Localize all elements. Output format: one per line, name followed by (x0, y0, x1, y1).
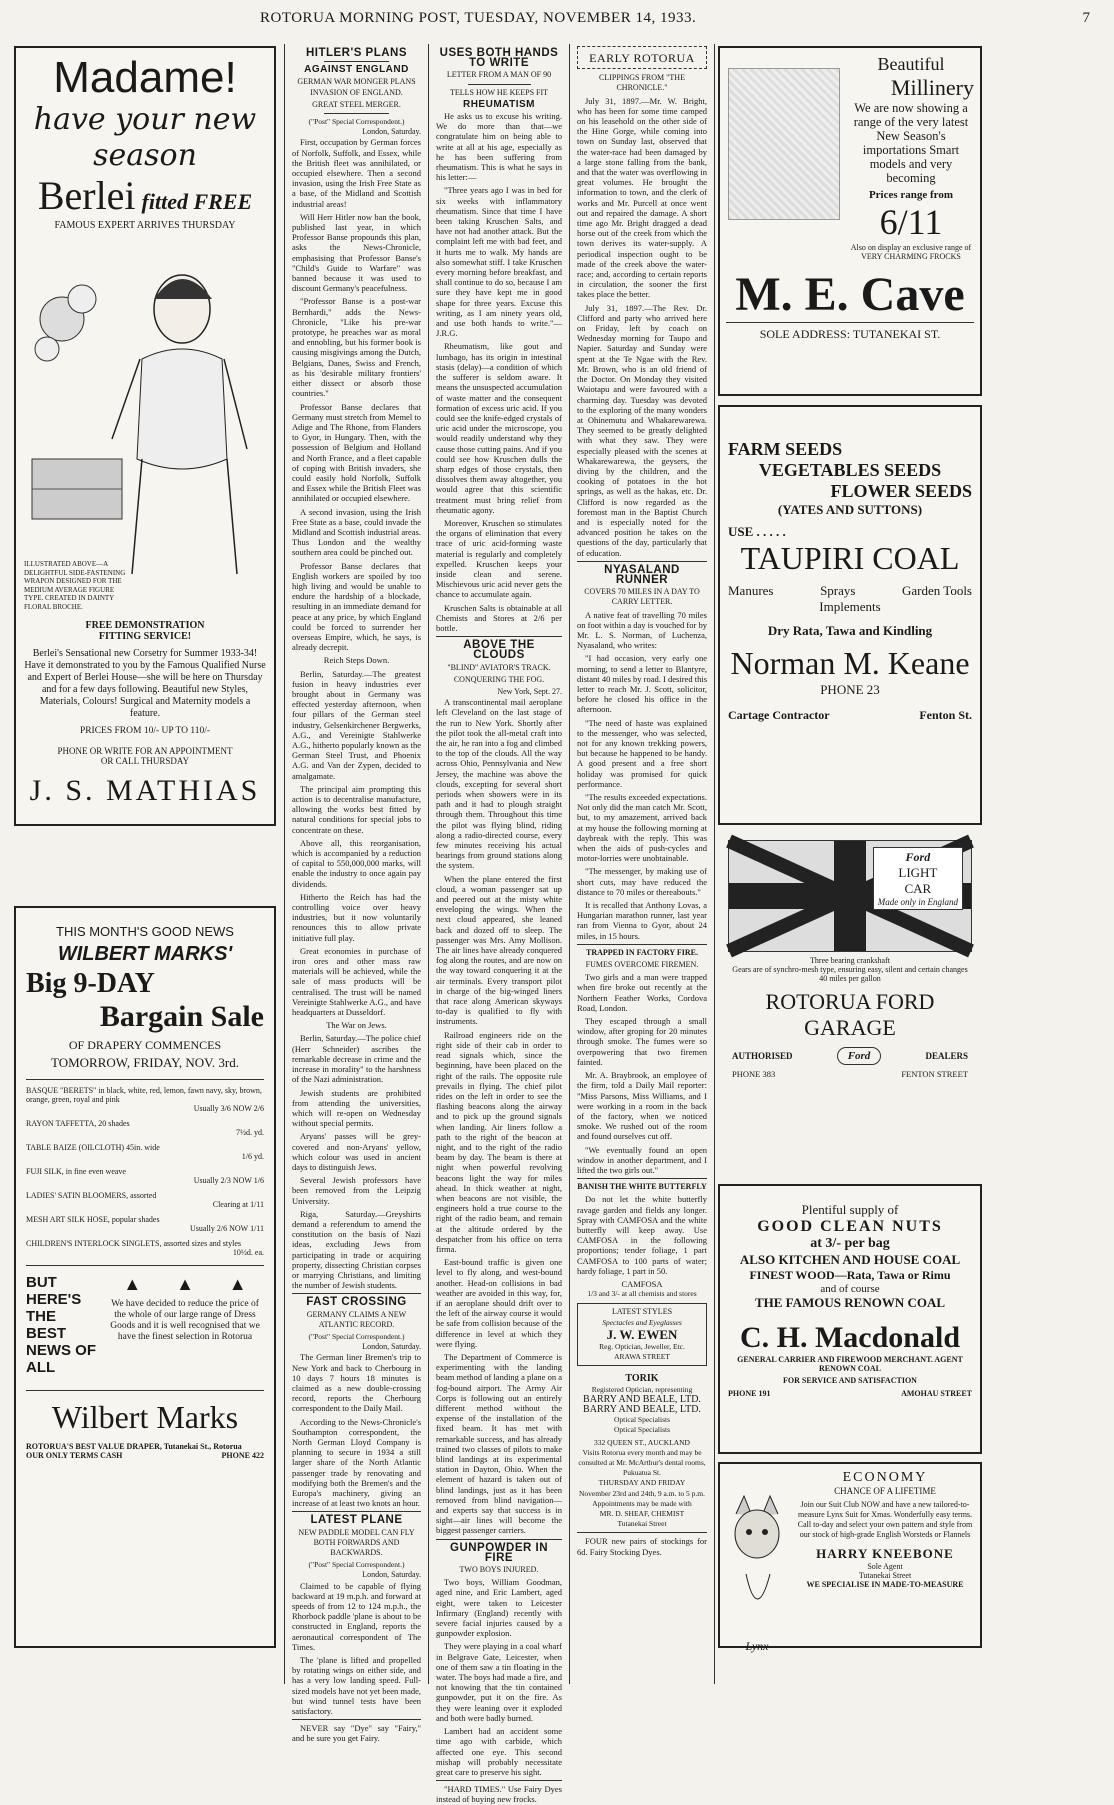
ford-authorised: AUTHORISED (732, 1051, 793, 1061)
paragraph: First, occupation by German forces of Norfolk, Suffolk, and Essex, while the British fleet was annihilated, or occupied elsewhere. Then a second invasion, using the Irish Free State as a base, of the Midland and Scottish industrial areas! (292, 137, 421, 209)
paragraph: July 31, 1897.—The Rev. Dr. Clifford and party who arrived here on Friday, left by coach on Wednesday morning for Taupo and Napier. Saturday and Sunday were spent at the Te Ngae with the Rev. Mr. Brown, who is an old friend of the Doctor. On Monday they visited Waiotapu and were favoured with a charming day. Tuesday was devoted to the exploring of the many wonders at Ohinemutu and Whakarewarewa. They seemed to be greatly delighted with what they saw. They were especially pleased with the scenes at Whakarewarewa, the geysers, the diving by the children, and the cooking of potatoes in the hot springs, as well as the hakas, etc. Dr. Clifford is now regarded as the foremost man in the Baptist Church and is especially noted for the advanced position he takes on the questions of the day, particularly that of education. (577, 302, 707, 558)
wilbert-marks-ad (14, 906, 276, 1648)
keane-firm: Norman M. Keane (730, 645, 970, 681)
article-subhead: FUMES OVERCOME FIREMEN. (585, 960, 699, 970)
berlei-body: Berlei's Sensational new Corsetry for Summer 1933-34! Have it demonstrated to you by the Famous Qualified Nurse and Expert of Berlei House—she will be here on Thursday and for a few days following. Beautiful new Styles, Materials, Colours! Surgical and Maternity models a feature. (24, 648, 266, 719)
lynx-illustration (726, 1494, 788, 1653)
ford-light: LIGHT (898, 865, 938, 880)
kneebone-firm: HARRY KNEEBONE (816, 1546, 954, 1561)
ford-logo: Ford (905, 850, 931, 864)
berlei-madame: Madame! (53, 53, 237, 102)
article-headline: ABOVE THE CLOUDS (463, 639, 535, 662)
wilbert-date: TOMORROW, FRIDAY, NOV. 3rd. (51, 1055, 239, 1070)
kneebone-line: Sole Agent (867, 1562, 903, 1571)
article-subhead: GREAT STEEL MERGER. (312, 99, 401, 109)
kneebone-line: WE SPECIALISE IN MADE-TO-MEASURE (806, 1580, 964, 1589)
macdonald-line: GENERAL CARRIER AND FIREWOOD MERCHANT. AGENT RENOWN COAL (737, 1355, 963, 1373)
wilbert-item: LADIES' SATIN BLOOMERS, assorted Clearing at 1/11 (26, 1191, 264, 1209)
barry-line: Visits Rotorua every month and may be consulted at Mr. McArthur's dental rooms, Pukuatua St. (578, 1447, 706, 1478)
paragraph: The Department of Commerce is experimenting with the landing beam method of landing a plane on a fog-bound airport. The Army Air Corps is following out an entirely different method without the expense of the installation of the fixed beam. It has met with remarkable success, and has already trained two classes of pilots to make blind landings at its experimental station in Dayton, Ohio. When the element of hazard is taken out of blind landings, just as it has been removed from blind navigation—and experts say that success is in sight—air lines will become the biggest passenger carriers. (436, 1351, 562, 1536)
ford-phone: PHONE 383 (732, 1069, 776, 1079)
barry-beale-ad (577, 1374, 707, 1529)
macdonald-line: Plentiful supply of (801, 1202, 899, 1217)
macdonald-street: AMOHAU STREET (901, 1389, 972, 1398)
barry-line: Optical Specialists (613, 1425, 671, 1435)
column-rule (428, 44, 429, 1684)
keane-line: Dry Rata, Tawa and Kindling (767, 623, 933, 638)
lynx-logo: Lynx (745, 1639, 769, 1653)
keane-item: Implements (819, 599, 881, 614)
kneebone-body: Join our Suit Club NOW and have a new tailored-to-measure Lynx Suit for Xmas. Wonderfully easy terms. Call to-day and select your own pattern and style from our stock of high-grade English Worsteds or Flannels (797, 1500, 973, 1539)
paragraph: Aryans' passes will be grey-covered and non-Aryans' yellow, which colour was used in ancient days to distinguish Jews. (292, 1131, 421, 1172)
article-headline: TRAPPED IN FACTORY FIRE. (585, 947, 699, 957)
macdonald-line: FOR SERVICE AND SATISFACTION (783, 1376, 917, 1385)
hat-illustration (728, 68, 840, 220)
wilbert-good-news: THIS MONTH'S GOOD NEWS (56, 924, 234, 939)
berlei-brand: Berlei (37, 173, 136, 218)
masthead-title: ROTORUA MORNING POST, TUESDAY, NOVEMBER 14, 1933. (260, 10, 697, 26)
column-2 (430, 46, 568, 1805)
wilbert-phone: PHONE 422 (221, 1451, 264, 1460)
wilbert-terms: OUR ONLY TERMS CASH (26, 1451, 123, 1460)
ewen-line: Spectacles and Eyeglasses (602, 1317, 682, 1327)
ford-firm: GARAGE (804, 1015, 896, 1040)
dateline: London, Saturday. (362, 1570, 421, 1580)
column-rule (284, 44, 285, 1684)
paragraph: He asks us to excuse his writing. We do more than that—we congratulate him on being able to write at all at his age, especially as he has been suffering from rheumatism. This is what he says in his letter:— (436, 111, 562, 183)
corset-illustration (22, 239, 270, 574)
paragraph: Above all, this reorganisation, which is accompanied by a reduction of capital to 550,000,000 marks, will enable the industry to once again pay dividends. (292, 837, 421, 889)
wilbert-bargain: Bargain Sale (99, 1000, 264, 1033)
keane-cartage: Cartage Contractor (728, 708, 830, 722)
triangle-icons (106, 1274, 264, 1295)
column-rule (569, 44, 570, 1684)
article-headline: HITLER'S PLANS (305, 47, 408, 59)
paragraph: The 'plane is lifted and propelled by rotating wings on either side, and has a very low landing speed. Full-sized models have not yet been made, but wind tunnel tests have been satisfactory. (292, 1655, 421, 1717)
ford-car: CAR (904, 881, 932, 896)
union-jack-illustration (728, 840, 972, 952)
byline: ("Post" Special Correspondent.) (308, 117, 405, 127)
paragraph: Mr. A. Braybrook, an employee of the firm, told a Daily Mail reporter: "Miss Parsons, Miss Williams, and I were working in a room in the back of the factory, when we noticed smoke. We rushed out of the room and found ourselves cut off. (577, 1070, 707, 1142)
wilbert-item: FUJI SILK, in fine even weave Usually 2/3 NOW 1/6 (26, 1167, 264, 1185)
kneebone-sub: CHANCE OF A LIFETIME (834, 1486, 936, 1496)
kneebone-line: Tutanekai Street (858, 1571, 912, 1580)
macdonald-nuts: GOOD CLEAN NUTS (757, 1218, 943, 1235)
cave-ad (718, 46, 982, 396)
article-headline: EARLY ROTORUA (589, 51, 695, 65)
ford-feature: Gears are of synchro-mesh type, ensuring easy, silent and certain changes (732, 965, 968, 974)
keane-line: VEGETABLES SEEDS (758, 460, 942, 480)
triangle-icon: ▲ (123, 1274, 142, 1294)
wilbert-item: MESH ART SILK HOSE, popular shades Usually 2/6 NOW 1/11 (26, 1215, 264, 1233)
berlei-caption: ILLUSTRATED ABOVE—A DELIGHTFUL SIDE-FASTENING WRAPON DESIGNED FOR THE MEDIUM AVERAGE FIGURE TYPE. CREATED IN DAINTY FLORAL BROCHE. (24, 560, 126, 611)
ford-made: Made only in England (877, 897, 958, 907)
section-head: The War on Jews. (326, 1020, 387, 1031)
page-number: 7 (1082, 10, 1090, 26)
article-subhead: TWO BOYS INJURED. (459, 1565, 539, 1575)
paragraph: It is recalled that Anthony Lovas, a Hungarian marathon runner, last year ran from Vienna to Gyor, about 24 miles, in 15 hours. (577, 900, 707, 941)
article-subhead: NEW PADDLE MODEL CAN FLY BOTH FORWARDS AND BACKWARDS. (298, 1527, 415, 1558)
paragraph: Berlin, Saturday.—The greatest fusion in heavy industries ever brought about in Germany was effected yesterday afternoon, when four pillars of the German steel industry, Gelsenkirchener Bergwerks, A.G., and Vereinigte Stahlwerke A.G., hitherto popularly known as the German Steel Trust, and Phoenix A.G. and Van der Zypen, decided to amalgamate. (292, 668, 421, 781)
keane-use: USE . . . . . (728, 524, 786, 539)
paragraph: "The results exceeded expectations. Not only did the man catch Mr. Scott, but, to my amazement, arrived back at my house the following morning at daybreak with the reply. This was when the aids of push-cycles and motor-lorries were unobtainable. (577, 792, 707, 864)
barry-firm: BARRY AND BEALE, LTD. (583, 1403, 701, 1415)
article-headline: LATEST PLANE (310, 1514, 403, 1527)
kneebone-economy: ECONOMY (842, 1470, 928, 1485)
barry-line: 332 QUEEN ST., AUCKLAND (594, 1437, 690, 1447)
dateline: London, Saturday. (362, 1342, 421, 1352)
keane-street: Fenton St. (919, 708, 972, 722)
barry-line: Registered Optician, representing (591, 1384, 693, 1394)
article-subhead: "BLIND" AVIATOR'S TRACK. (447, 662, 551, 672)
wilbert-drapery: OF DRAPERY COMMENCES (68, 1038, 222, 1052)
paragraph: Kruschen Salts is obtainable at all Chemists and Stores at 2/6 per bottle. (436, 602, 562, 633)
article-subhead: GERMANY CLAIMS A NEW ATLANTIC RECORD. (306, 1309, 407, 1329)
paragraph: Great economies in purchase of iron ores and other mass raw materials will be achieved, while the sale of mass products will be centralised. The trust will be named Vereinigte Stahlwerke A.G., and have headquarters at Dusseldorf. (292, 945, 421, 1018)
berlei-illustration (22, 239, 268, 574)
byline: ("Post" Special Correspondent.) (308, 1560, 405, 1570)
paragraph: The German liner Bremen's trip to New York and back to Cherbourg in 10 days 7 hours 18 minutes is claimed as a new double-crossing record, reports the Cherbourg correspondent to the Daily Mail. (292, 1352, 421, 1414)
paragraph: Professor Banse declares that English workers are spoiled by too high living and would be unable to endure the hardship of a blockade, resulting in an immediate demand for peace at any price, by which England could be forced to surrender her overseas Empire, which, he says, is already decrepit. (292, 560, 421, 653)
article-subhead: LETTER FROM A MAN OF 90 (446, 70, 552, 80)
paragraph: Claimed to be capable of flying backward at 19 m.p.h. and forward at speeds of from 12 to 124 m.p.h., the Rhorbock paddle 'plane is about to be constructed in England, reports the aeronautical correspondent of The Times. (292, 1580, 421, 1652)
torik-brand: TORIK (625, 1373, 659, 1385)
article-headline: AGAINST ENGLAND (304, 64, 409, 76)
barry-line: November 23rd and 24th, 9 a.m. to 5 p.m. (578, 1488, 706, 1498)
article-headline: USES BOTH HANDS TO WRITE (439, 47, 559, 70)
ford-firm: ROTORUA FORD (765, 989, 935, 1014)
paragraph: Railroad engineers ride on the right side of their cab in order to read signals which, since the beginning, have been placed on the right of the rails. The opposite rule prevails in flying. The chief pilot rides on the left in order to see the flashing beacons along the airway and to pick up the ground signals when landing. Air liners follow a path to the right of the beacon at night, and to the right of the radio beam by day. The beam is there at night when powerful revolving beacons light the way for miles ahead. In thick weather at night, when beacons are not visible, the engineers hold a true course to the right of the radio beam, and remain at the altitude ordered by the despatcher from his office on terra firma. (436, 1029, 562, 1254)
macdonald-line: at 3/- per bag (810, 1236, 890, 1251)
article-subhead: TELLS HOW HE KEEPS FIT (449, 87, 549, 97)
article-subhead: RHEUMATISM (462, 98, 536, 110)
cave-firm: M. E. Cave (735, 268, 965, 321)
section-head: Reich Steps Down. (323, 655, 390, 666)
paragraph: Lambert had an accident some time ago with carbide, which affected one eye. This second mishap will probably necessitate great care to preserve his sight. (436, 1726, 562, 1777)
keane-ad (718, 405, 982, 825)
wilbert-item: CHILDREN'S INTERLOCK SINGLETS, assorted sizes and styles 10½d. ea. (26, 1239, 264, 1257)
paragraph: East-bound traffic is given one level to fly along, and west-bound another. Head-on collisions in bad weather are avoided in this way, for, if an aeroplane should drift over to the left of the airway course it would be safe from collision because of the difference in level at which they were flying. (436, 1257, 562, 1349)
berlei-phone: PHONE OR WRITE FOR AN APPOINTMENT OR CALL THURSDAY (57, 746, 233, 766)
article-headline: GUNPOWDER IN FIRE (450, 1541, 548, 1564)
paragraph: "I had occasion, very early one morning, to send a letter to Blantyre, distant 40 miles by road. I desired this letter to reach Mr. J. Scott, solicitor, before he closed his office in the afternoon. (577, 653, 707, 715)
ford-feature: 40 miles per gallon (819, 974, 881, 983)
paragraph: Two girls and a man were trapped when fire broke out recently at the Northern Feather Works, Cordova Road, London. (577, 972, 707, 1013)
berlei-season: have your new season (33, 102, 257, 173)
berlei-firm: J. S. MATHIAS (29, 774, 261, 807)
paragraph: The principal aim prompting this action is to decentralise manufacture, allowing the works best fitted by natural conditions for special jobs to concentrate on these. (292, 783, 421, 835)
paragraph: A transcontinental mail aeroplane left Cleveland on the last stage of the run to New York. Shortly after the pilot took the all-metal craft into the air, he ran into a fog and climbed to the top of the clouds. All the way across Ohio, Pennsylvania and New Jersey, the machine was above the clouds, excepting for several short periods when showers were in its path and it had to plough straight through them. Throughout this time the pilot was flying blind, riding along a radio-directed course, every few minutes receiving his actual bearings from ground stations along the system. (436, 697, 562, 871)
berlei-arrives: FAMOUS EXPERT ARRIVES THURSDAY (54, 220, 236, 231)
fairy-stocking-notice: FOUR new pairs of stockings for 6d. Fairy Stocking Dyes. (577, 1536, 707, 1557)
macdonald-line: FINEST WOOD—Rata, Tawa or Rimu (749, 1268, 951, 1282)
ewen-ad (577, 1303, 707, 1366)
barry-line: Tutanekai Street (617, 1519, 667, 1529)
camfosa-price: 1/3 and 3/- at all chemists and stores (587, 1289, 697, 1299)
fairy-dye-notice: "HARD TIMES." Use Fairy Dyes instead of buying new frocks. (436, 1784, 562, 1805)
keane-line: (YATES AND SUTTONS) (777, 502, 923, 517)
paragraph: Two boys, William Goodman, aged nine, and Eric Lambert, aged eight, were taken to Leicester Infirmary (England) recently with severe facial injuries caused by a gunpowder explosion. (436, 1577, 562, 1639)
macdonald-phone: PHONE 191 (728, 1389, 771, 1398)
barry-line: THURSDAY AND FRIDAY (598, 1478, 686, 1488)
camfosa-name: CAMFOSA (621, 1278, 663, 1289)
keane-phone: PHONE 23 (820, 682, 880, 697)
paragraph: Rheumatism, like gout and lumbago, has its origin in intestinal stasis (delay)—a condition of which the sufferer is seldom aware. It means the unsuspected accumulation of waste matter and the consequent formation of excess uric acid. If you could see the knife-edged crystals of uric acid under the microscope, you would readily understand why they cause those cutting pains. And if you could see how Kruschen dulls the sharp edges of those crystals, then dissolves them away altogether, you would agree that this scientific treatment must bring relief from rheumatic agony. (436, 341, 562, 515)
cave-address: SOLE ADDRESS: TUTANEKAI ST. (726, 322, 974, 342)
cave-frocks: Also on display an exclusive range of VERY CHARMING FROCKS (850, 243, 972, 261)
cave-prices-label: Prices range from (868, 189, 954, 201)
ford-street: FENTON STREET (901, 1069, 968, 1079)
cave-price: 6/11 (879, 202, 943, 242)
triangle-icon: ▲ (228, 1274, 247, 1294)
ewen-name: J. W. EWEN (606, 1326, 678, 1342)
berlei-fitted-free: fitted FREE (141, 189, 253, 214)
wilbert-but-best: BUT HERE'S THE BEST NEWS OF ALL (26, 1274, 96, 1376)
paragraph: Berlin, Saturday.—The police chief (Herr Schneider) ascribes the remarkable decrease in crime and the increase in morality" to the harshness of the Nazi administration. (292, 1033, 422, 1085)
paragraph: When the plane entered the first cloud, a woman passenger sat up and peered out at the misty white enveloping the wings. When the next cloud appeared, she leaned back and dozed off to sleep. The passenger was Mrs. Amy Mollison. The air lines have already conquered fog along the routes, and are now on the way toward conquering it at the air terminals. Every transport pilot in charge of the big-winged liners that race along American skyways to-day is qualified to fly with instruments. (436, 873, 562, 1027)
paragraph: July 31, 1897.—Mr. W. Bright, who has been for some time camped on his leasehold on the other side of the Hine Gorge, while coming into town on Sunday last, observed that the water-race had been damaged by a large stone falling from the bank, and that the water was overflowing in great volumes. He brought the information to town, and the clerk of works and Mr. Purcell at once went out and repaired the damage. A short time ago Mr. Bright dragged a dead horse out of the creek from which the town derives its water-supply. A periodical inspection ought to be made of the creek above the water-race; and, according to certain reports in circulation, the sooner the first takes place the better. (577, 95, 707, 300)
dateline: London, Saturday. (362, 127, 421, 137)
wilbert-name: WILBERT MARKS' (57, 943, 233, 965)
macdonald-line: ALSO KITCHEN AND HOUSE COAL (739, 1252, 961, 1267)
paragraph: According to the News-Chronicle's Southampton correspondent, the North German Lloyd Company is planning to secure in 1934 a still larger share of the North Atlantic passenger trade by renovating and modifying both the Bremen's and the Europa's machinery, giving an increase of at least two knots an hour. (292, 1416, 421, 1509)
keane-item: Manures (728, 583, 774, 598)
wilbert-item-list (26, 1079, 264, 1257)
ford-ad (718, 840, 982, 1170)
cave-millinery: Millinery (890, 75, 974, 100)
masthead (0, 4, 1114, 28)
ewen-line: LATEST STYLES (611, 1307, 673, 1317)
paragraph: Professor Banse declares that Germany must stretch from Memel to Adige and The Rhone, from Flanders to Gyor, in Hungary. Then, with the possession of Belgium and Holland and North France, and a fleet capable of coping with British invaders, she could easily hold Norfolk, Suffolk and Essex while the British Fleet was annihilated or occupied elsewhere. (292, 401, 421, 504)
berlei-ad (14, 46, 276, 826)
keane-coal: TAUPIRI COAL (740, 540, 960, 576)
keane-item: Garden Tools (902, 583, 972, 598)
cave-beautiful: Beautiful (877, 54, 945, 74)
barry-line: Optical Specialists (613, 1415, 671, 1425)
barry-firm: BARRY AND BEALE, LTD. (583, 1393, 701, 1405)
wilbert-footer: ROTORUA'S BEST VALUE DRAPER, Tutanekai St., Rotorua (26, 1442, 242, 1451)
article-headline: FAST CROSSING (306, 1296, 407, 1309)
fairy-dye-notice: NEVER say "Dye" say "Fairy," and be sure you get Fairy. (292, 1723, 421, 1744)
paragraph: Moreover, Kruschen so stimulates the organs of elimination that every trace of uric acid-forming waste material is regularly and completely expelled. Kruschen keeps your inside clean and serene. Mischievous uric acid never gets the chance to accumulate again. (436, 517, 562, 600)
barry-line: Appointments may be made with (592, 1498, 692, 1508)
article-subhead: CLIPPINGS FROM "THE CHRONICLE." (599, 73, 685, 93)
ford-oval-logo: Ford (837, 1047, 882, 1065)
article-subhead: COVERS 70 MILES IN A DAY TO CARRY LETTER. (584, 587, 700, 607)
dateline: New York, Sept. 27. (497, 686, 562, 696)
paragraph: Do not let the white butterfly ravage garden and fields any longer. Spray with CAMFOSA and the white butterfly will keep away. Use CAMFOSA in the following proportions; tender foliage, 1 part CAMFOSA to 100 parts of water; hardy foliage, 1 part in 50. (577, 1194, 707, 1276)
ewen-line: Reg. Optician, Jeweller, Etc. (599, 1341, 685, 1351)
article-headline: NYASALAND RUNNER (604, 563, 680, 586)
paragraph: A second invasion, using the Irish Free State as a base, could invade the Midland and Scottish industrial areas. Thus London and the wealthy southern area could be pinched out. (292, 506, 421, 558)
paragraph: Jewish students are prohibited from attending the universities, which will re-open on Wednesday without special permits. (292, 1087, 421, 1129)
kneebone-ad (718, 1462, 982, 1653)
paragraph: Riga, Saturday.—Greyshirts demand a referendum to amend the constitution on the basis of Nazi ideas, excluding Jews from participating in trade or acquiring property, dissecting Christian corpses or marrying Christians, and limiting the number of Jewish students. (292, 1208, 421, 1291)
paragraph: Will Herr Hitler now ban the book, published last year, in which Professor Banse propounds this plan, asks the News-Chronicle, emphasising that Professor Banse's "Child's Guide to Warfare" was banned because it was used to discount Germany's peacefulness. (292, 211, 421, 294)
macdonald-ad (718, 1184, 982, 1454)
barry-line: MR. D. SHEAF, CHEMIST (599, 1509, 685, 1519)
paragraph: "The messenger, by making use of short cuts, may have reduced the distance to 70 miles or thereabouts." (577, 866, 707, 897)
berlei-demo: FREE DEMONSTRATION FITTING SERVICE! (85, 620, 205, 642)
wilbert-item: RAYON TAFFETTA, 20 shades 7½d. yd. (26, 1119, 264, 1137)
wilbert-item: TABLE BAIZE (OILCLOTH) 45in. wide 1/6 yd. (26, 1143, 264, 1161)
paragraph: "Three years ago I was in bed for six weeks with inflammatory rheumatism. Since that time I have been taking Kruschen Salts, and have not had another attack. But the complaint left me with bad feet, and it hurts me to walk. My hands are also somewhat stiff. I take Kruschen every morning before breakfast, and shall continue to do so, because I am sure they have kept me in good shape for three years. Excuse this writing, as I am ninety years old, and use both hands to write."—J.R.G. (436, 185, 562, 339)
cave-description: We are now showing a range of the very latest New Season's importations Smart models and very becoming (853, 101, 969, 185)
wilbert-9day: Big 9-DAY (26, 968, 155, 999)
keane-item: Sprays (820, 583, 856, 598)
article-headline: BANISH THE WHITE BUTTERFLY (577, 1182, 707, 1192)
paragraph: Hitherto the Reich has had the controlling voice over heavy industries, but it now voluntarily renounces this to allow private initiative full play. (292, 891, 421, 943)
keane-line: FLOWER SEEDS (830, 481, 972, 501)
paragraph: "We eventually found an open window in another department, and I lifted the two girls out." (577, 1144, 707, 1175)
wilbert-firm: Wilbert Marks (26, 1390, 264, 1436)
ewen-line: ARAWA STREET (614, 1352, 670, 1362)
article-subhead: CONQUERING THE FOG. (453, 674, 545, 684)
paragraph: "The need of haste was explained to the messenger, who was selected, not for any known trekking powers, but because he happened to be handy. A good present and a free short holiday was promised for quick performance. (577, 717, 707, 789)
paragraph: A native feat of travelling 70 miles on foot within a day is vouched for by Mr. L. S. Norman, of Luchenza, Nyasaland, who writes: (577, 609, 707, 651)
column-3 (571, 46, 713, 1686)
wilbert-item: BASQUE "BERETS" in black, white, red, lemon, fawn navy, sky, brown, orange, green, royal and pink Usually 3/6 NOW 2/6 (26, 1086, 264, 1113)
paragraph: "Professor Banse is a post-war Bernhardi," adds the News-Chronicle, "Like his pre-war prototype, he preaches war as moral and ennobling, but his former book is causing misgivings among the Dutch, Belgians, Danes, Swiss and French, as his 'desirable military frontiers' either dissect or absorb those countries." (292, 296, 421, 399)
paragraph: They escaped through a small window, after groping for 20 minutes through smoke. The fumes were so overpowering that two firemen fainted. (577, 1016, 707, 1067)
ford-feature: Three bearing crankshaft (810, 956, 890, 965)
column-rule (714, 44, 715, 1684)
article-subhead: GERMAN WAR MONGER PLANS INVASION OF ENGLAND. (297, 77, 416, 97)
triangle-icon: ▲ (176, 1274, 194, 1294)
wilbert-best-text: We have decided to reduce the price of the whole of our large range of Dress Goods and it is well recognised that we have the finest selection in Rotorua (110, 1299, 260, 1342)
keane-line: FARM SEEDS (728, 439, 843, 459)
ford-dealers: DEALERS (925, 1051, 968, 1061)
berlei-prices: PRICES FROM 10/- UP TO 110/- (79, 726, 211, 736)
byline: ("Post" Special Correspondent.) (308, 1331, 405, 1341)
column-1 (286, 46, 427, 1744)
macdonald-firm: C. H. Macdonald (739, 1321, 961, 1354)
paragraph: Several Jewish professors have been removed from the Leipzig University. (292, 1175, 421, 1206)
paragraph: They were playing in a coal wharf in Belgrave Gate, Leicester, when one of them saw a tin floating in the water. The boys had made a fire, and not knowing that the tin contained gunpowder, put it on the fire. As they were leaning over it exploded and both were badly burned. (436, 1641, 562, 1723)
macdonald-line: THE FAMOUS RENOWN COAL (754, 1295, 946, 1310)
macdonald-line: and of course (820, 1283, 880, 1295)
